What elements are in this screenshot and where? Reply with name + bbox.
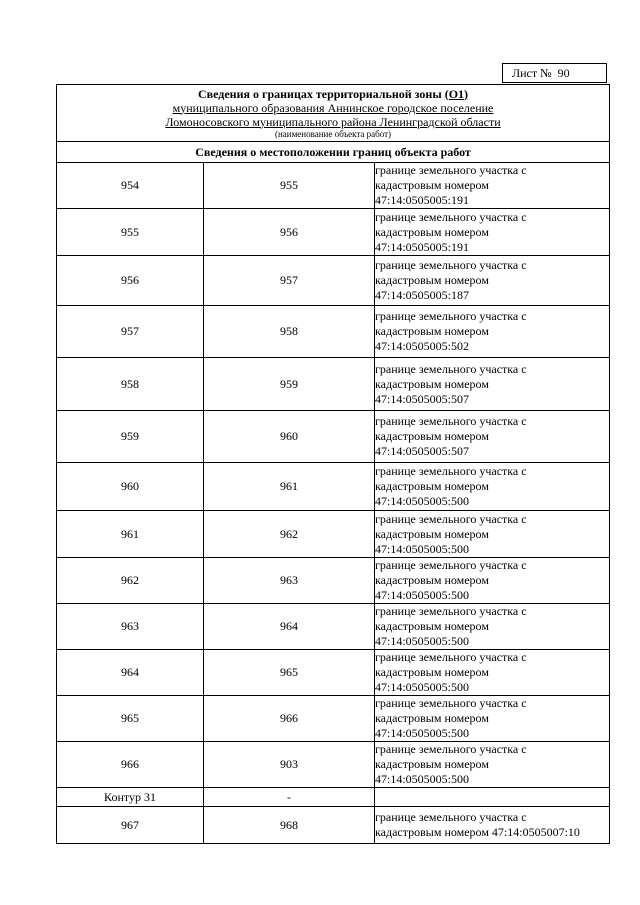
description-line: границе земельного участка с <box>375 414 527 428</box>
description-line: кадастровым номером <box>375 757 489 771</box>
description-line: 47:14:0505005:507 <box>375 391 470 406</box>
point-from: 958 <box>57 358 204 411</box>
table-row <box>57 256 610 306</box>
table-row <box>57 558 610 604</box>
point-to: 903 <box>204 742 375 788</box>
point-from: 957 <box>57 306 204 358</box>
table-row <box>57 411 610 463</box>
boundary-description <box>375 163 610 209</box>
sheet-label: Лист № <box>512 65 552 80</box>
description-line: 47:14:0505005:500 <box>375 541 470 556</box>
point-from: 960 <box>57 463 204 511</box>
point-from: 965 <box>57 696 204 742</box>
point-from: 963 <box>57 604 204 650</box>
title-prefix: Сведения о границах территориальной зоны <box>197 86 442 101</box>
point-from: 955 <box>57 209 204 256</box>
point-from: 966 <box>57 742 204 788</box>
contour-row <box>57 788 610 807</box>
header-row <box>57 85 610 142</box>
sheet-number-box <box>502 63 607 83</box>
description-line: кадастровым номером <box>375 273 489 287</box>
point-to: 959 <box>204 358 375 411</box>
description-line: 47:14:0505005:500 <box>375 680 470 694</box>
point-to: 957 <box>204 256 375 306</box>
description-line: границе земельного участка с <box>375 558 527 572</box>
description-line: кадастровым номером <box>375 324 489 338</box>
point-from: 956 <box>57 256 204 306</box>
point-to: 960 <box>204 411 375 463</box>
description-line: кадастровым номером <box>375 224 489 239</box>
point-to: 963 <box>204 558 375 604</box>
description-line: 47:14:0505005:187 <box>375 288 470 302</box>
description-line: границе земельного участка с <box>375 604 527 618</box>
boundary-description <box>375 742 610 788</box>
point-to: 958 <box>204 306 375 358</box>
point-from: 962 <box>57 558 204 604</box>
district-line: Ломоносовского муниципального района Ленинградской области <box>165 114 501 129</box>
point-from: 961 <box>57 511 204 558</box>
description-line: кадастровым номером <box>375 711 489 725</box>
boundary-table <box>56 84 610 844</box>
description-line: границе земельного участка с <box>375 742 527 756</box>
table-row <box>57 463 610 511</box>
description-line: 47:14:0505005:500 <box>375 772 470 786</box>
description-line: кадастровым номером <box>375 479 489 493</box>
description-line: границе земельного участка с <box>375 163 527 177</box>
point-to: 966 <box>204 696 375 742</box>
description-line: границе земельного участка с <box>375 511 527 526</box>
point-from: 967 <box>57 807 204 844</box>
description-line: 47:14:0505005:500 <box>375 588 470 602</box>
table-row <box>57 807 610 844</box>
description-line: кадастровым номером 47:14:0505007:10 <box>375 825 580 839</box>
description-line: 47:14:0505005:500 <box>375 634 470 648</box>
municipality-line: муниципального образования Аннинское городское поселение <box>172 100 494 115</box>
boundary-description <box>375 696 610 742</box>
description-line: 47:14:0505005:191 <box>375 239 470 254</box>
boundary-description <box>375 558 610 604</box>
description-line: кадастровым номером <box>375 573 489 587</box>
description-line: 47:14:0505005:500 <box>375 726 470 740</box>
description-line: границе земельного участка с <box>375 258 527 272</box>
description-line: кадастровым номером <box>375 665 489 679</box>
point-from: 964 <box>57 650 204 696</box>
sheet-number: 90 <box>557 65 570 80</box>
point-to: 962 <box>204 511 375 558</box>
description-line: кадастровым номером <box>375 619 489 633</box>
boundary-description <box>375 256 610 306</box>
point-to: 964 <box>204 604 375 650</box>
description-line: 47:14:0505005:507 <box>375 444 470 458</box>
section-subheader: Сведения о местоположении границ объекта работ <box>57 142 610 163</box>
boundary-description <box>375 463 610 511</box>
description-line: границе земельного участка с <box>375 696 527 710</box>
boundary-description <box>375 604 610 650</box>
object-caption: (наименование объекта работ) <box>274 128 392 139</box>
boundary-description <box>375 411 610 463</box>
description-line: границе земельного участка с <box>375 309 527 323</box>
contour-label: Контур 31 <box>57 788 204 807</box>
document-title <box>57 87 609 101</box>
description-line: 47:14:0505005:500 <box>375 494 470 508</box>
boundary-description <box>375 358 610 411</box>
point-from: 954 <box>57 163 204 209</box>
description-line: границе земельного участка с <box>375 464 527 478</box>
title-zone: (О1) <box>444 86 469 101</box>
boundary-description <box>375 511 610 558</box>
description-line: кадастровым номером <box>375 429 489 443</box>
table-row <box>57 742 610 788</box>
point-to: 956 <box>204 209 375 256</box>
table-row <box>57 650 610 696</box>
description-line: границе земельного участка с <box>375 209 527 224</box>
boundary-description <box>375 306 610 358</box>
description-line: кадастровым номером <box>375 376 489 391</box>
document-header <box>57 85 610 142</box>
table-row <box>57 209 610 256</box>
subheader-row <box>57 142 610 163</box>
description-line: границе земельного участка с <box>375 361 527 376</box>
table-row <box>57 358 610 411</box>
table-row <box>57 163 610 209</box>
description-line: кадастровым номером <box>375 526 489 541</box>
point-to: 968 <box>204 807 375 844</box>
description-line: границе земельного участка с <box>375 810 527 824</box>
description-line: 47:14:0505005:502 <box>375 339 470 353</box>
boundary-description <box>375 209 610 256</box>
table-row <box>57 511 610 558</box>
point-to: 955 <box>204 163 375 209</box>
description-line: 47:14:0505005:191 <box>375 193 470 207</box>
point-to: 961 <box>204 463 375 511</box>
description-line: кадастровым номером <box>375 178 489 192</box>
contour-dash: - <box>204 788 375 807</box>
boundary-description <box>375 650 610 696</box>
table-row <box>57 306 610 358</box>
boundary-description <box>375 807 610 844</box>
point-to: 965 <box>204 650 375 696</box>
contour-empty-cell <box>375 788 610 807</box>
table-row <box>57 604 610 650</box>
description-line: границе земельного участка с <box>375 650 527 664</box>
table-row <box>57 696 610 742</box>
point-from: 959 <box>57 411 204 463</box>
